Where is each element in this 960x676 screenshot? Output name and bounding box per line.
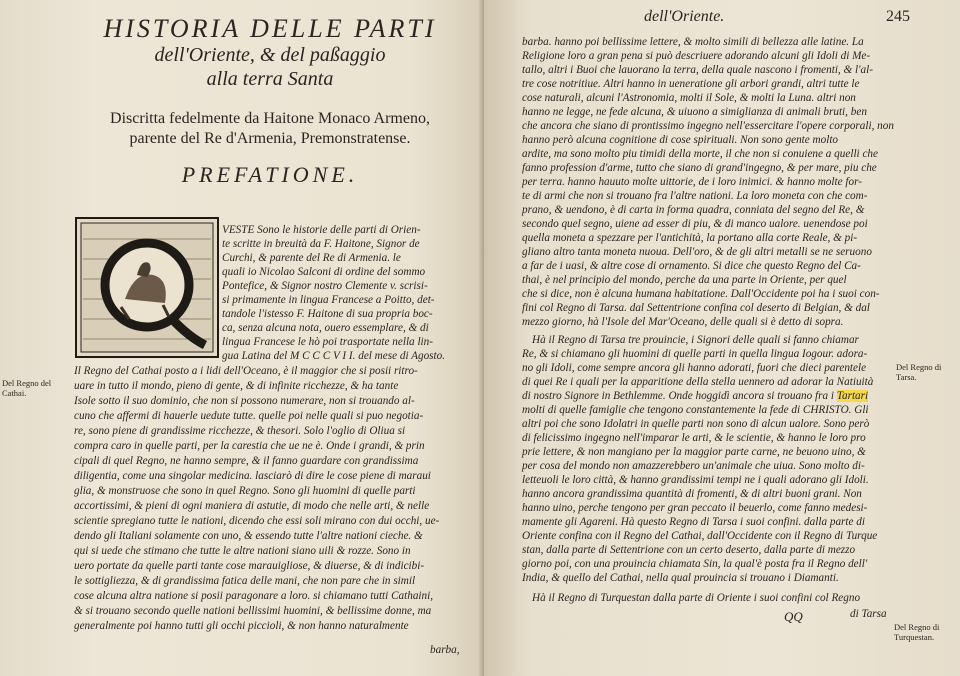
body-line: Oriente confina con il Regno del Cathai, dall'Occidente con il Regno di Turque <box>522 530 878 542</box>
body-line: cose alcuna altra natione si posii paragonare a loro. si chiamano tutti Cathaini, <box>74 590 434 602</box>
body-line: hanno ancora grandissima quantità di fromenti, & di altri buoni grani. Non <box>522 488 862 500</box>
body-line: Re, & si chiamano gli huomini di quelle parti in quella lingua Iogour. adora- <box>522 348 868 360</box>
intro-line: te scritte in breuità da F. Haitone, Signor de <box>222 238 420 250</box>
title-line-1: HISTORIA DELLE PARTI <box>103 14 437 43</box>
body-line: hanno ne legge, ne fede alcuna, & uiuono a simiglianza di animali bruti, ben <box>522 106 867 118</box>
body-line: secondo quel segno, uiene ad esser di piu, & di manco ualore. uenendose poi <box>522 218 868 230</box>
body-line: hanno uino, perche tengono per gran peccato il beuerlo, come fanno medesi- <box>522 502 868 514</box>
running-head: dell'Oriente. <box>644 8 725 25</box>
body-line: no gli Idoli, come sempre ancora gli hanno adorati, fuori che dieci parentele <box>522 362 867 374</box>
body-line: le sottigliezza, & di grandissima fatica delle mani, che non pare che in simil <box>74 575 416 587</box>
body-line: che si dice, non è alcuna humana habitatione. Dall'Occidente poi ha i suoi con- <box>522 288 880 300</box>
body-line: Hà il Regno di Turquestan dalla parte di Oriente i suoi confini col Regno <box>532 592 861 604</box>
body-line-text: di nostro Signore in Bethlemme. Onde hoggidì ancora si trouano fra i <box>522 390 837 402</box>
body-line: barba, <box>430 644 460 656</box>
intro-line: lingua Francese le hò poi trasportate nella lin- <box>222 336 433 348</box>
body-line: & si trouano secondo quelle nationi bellissimi huomini, & bellissime donne, ma <box>74 605 432 617</box>
body-line: qui si uede che stimano che tutte le altre nationi siano uili & rozze. Sono in <box>74 545 411 557</box>
body-line: glia, & monstruose che sono in quel Regno. Sono gli huomini di quelle parti <box>74 485 416 497</box>
body-line: letteuoli le loro città, & hanno grandissimi tempi ne i quali adorano gli Idoli. <box>522 474 869 486</box>
intro-line: Pontefice, & Signor nostro Clemente v. scrisi- <box>222 280 428 292</box>
body-line: mamente gli Agareni. Hà questo Regno di Tarsa i suoi confini. dalla parte di <box>522 516 865 528</box>
body-line: India, & quello del Cathai, nella qual prouincia si trouano i Diamanti. <box>522 572 839 584</box>
intro-line: gua Latina del M C C C V I I. del mese di Agosto. <box>222 350 446 362</box>
intro-line: tandole l'istesso F. Haitone di sua propria boc- <box>222 308 433 320</box>
subtitle-line-2: parente del Re d'Armenia, Premonstratense. <box>129 130 411 147</box>
body-line: Religione loro a gran pena si può descriuere adorando alcuni gli Idoli di Me- <box>522 50 871 62</box>
body-line: Hà il Regno di Tarsa tre prouincie, i Signori delle quali si fanno chiamar <box>532 334 859 346</box>
margin-note-cathai: Del Regno del Cathai. <box>2 378 52 398</box>
body-line: che ancora che siano di prontissimo ingegno nell'essercitare l'opere corporali, non <box>522 120 894 132</box>
body-line: a far de i uasi, & altre cose di ornamento. Si dice che questo Regno del Ca- <box>522 260 861 272</box>
catchword: QQ <box>784 609 803 624</box>
intro-line: si primamente in lingua Francese a Poitto, det- <box>222 294 435 306</box>
body-line: generalmente poi hanno tutti gli occhi piccioli, & non hanno naturalmente <box>74 620 409 632</box>
title-line-3: alla terra Santa <box>206 68 334 90</box>
highlighted-word: Tartari <box>836 390 869 402</box>
body-line: barba. hanno poi bellissime lettere, & molto simili di bellezza alle latine. La <box>522 36 864 48</box>
body-line: fini col Regno di Tarsa. dal Settentrione confina col deserto di Belgian, & dal <box>522 302 870 314</box>
body-line: prano, & uendono, è di carta in forma quadra, conniata del segno del Re, & <box>522 204 865 216</box>
body-line: prie lettere, & non mangiano per la maggior parte carne, ne beuono uino, & <box>522 446 866 458</box>
body-line: giorno poi, con una prouincia chiamata Sin, la qual'è posta fra il Regno dell' <box>522 558 868 570</box>
body-line: cuno che affermi di hauerle uedute tutte. quelle poi nelle quali si puo negotia- <box>74 410 424 422</box>
body-line: stan, dalla parte di Settentrione con un certo deserto, dalla parte di mezzo <box>522 544 856 556</box>
body-line: thai, è nel principio del mondo, perche da una parte in Oriente, per quel <box>522 274 847 286</box>
intro-line: quali io Nicolao Salconi di ordine del sommo <box>222 266 426 278</box>
body-line: per terra. hanno hauuto molte uittorie, de i loro inimici. & hanno molte for- <box>522 176 862 188</box>
body-line: cose naturali, alcuni l'Astronomia, molti il Sole, & molti la Luna. altri non <box>522 92 856 104</box>
title-line-2: dell'Oriente, & del paßaggio <box>154 44 386 66</box>
body-line-with-highlight <box>522 390 868 403</box>
margin-note-turquestan: Del Regno di Turquestan. <box>894 622 940 642</box>
body-line: di quei Re i quali per la apparitione della stella uennero ad adorar la Natiuità <box>522 376 874 388</box>
body-line: Isole sotto il suo dominio, che non si possono numerare, non si trouando al- <box>74 395 415 407</box>
page-number: 245 <box>886 8 910 25</box>
body-line: scientie spregiano tutte le nationi, dicendo che essi soli mirano con dui occhi, ue- <box>74 515 440 527</box>
decorated-initial <box>75 217 219 358</box>
body-line: fanno profession d'arme, tutto che siano di grand'ingegno, & per mare, piu che <box>522 162 877 174</box>
body-line: di felicissimo ingegno nell'imparar le arti, & le scientie, & hanno le loro pro <box>522 432 866 444</box>
body-line: tre cose notritiue. Altri hanno in ueneratione gli arbori grandi, altri tutte le <box>522 78 860 90</box>
intro-line: ca, senza alcuna nota, ouero essemplare, & di <box>222 322 429 334</box>
intro-line: Curchi, & parente del Re di Armenia. le <box>222 252 401 264</box>
body-line: tallo, altri i Buoi che lauorano la terra, della quale nascono i fromenti, & l'al- <box>522 64 873 76</box>
margin-note-tarsa: Del Regno di Tarsa. <box>896 362 942 382</box>
body-line: accortissimi, & pieni di ogni maniera di astutie, di modo che nelle arti, & nelle <box>74 500 430 512</box>
body-line: dendo gli Italiani solamente con uno, & essendo tutte l'altre nationi cieche. & <box>74 530 423 542</box>
woodcut-illustration-icon <box>77 219 217 356</box>
body-line: per cosa del mondo non amazzerebbero un'animale che uiua. Sono molto di- <box>522 460 865 472</box>
body-line: re, sono piene di grandissime ricchezze, & thesori. Solo l'oglio di Oliua si <box>74 425 406 437</box>
body-line: mezzo giorno, hà l'Isole del Mar'Oceano, delle quali si è detto di sopra. <box>522 316 844 328</box>
body-line: uero portate da quelle parti tante cose marauigliose, & diuerse, & di indicibi- <box>74 560 425 572</box>
subtitle-line-1: Discritta fedelmente da Haitone Monaco Armeno, <box>110 110 430 127</box>
right-page <box>484 0 960 676</box>
body-line: hanno però alcuna cognitione di cose spirituali. Non sono gente molto <box>522 134 839 146</box>
body-line: molti di quelle famiglie che tengono constantemente la fede di CHRISTO. Gli <box>522 404 869 416</box>
body-line: di Tarsa <box>850 608 887 620</box>
body-line: ardite, ma sono molto piu timidi della morte, il che non si conuiene a quelli che <box>522 148 878 160</box>
body-line: altri poi che sono Idolatri in quelle parti non sono di alcun ualore. Sono però <box>522 418 870 430</box>
body-line: gliano altro tanta moneta nuoua. Dell'oro, & de gli altri metalli se ne seruono <box>522 246 872 258</box>
body-line: cipali di quel Regno, ne hanno sempre, & il fanno guardare con grandissima <box>74 455 419 467</box>
body-line: quella moneta a spezzare per l'antichità, la portano alla corte Reale, & pi- <box>522 232 858 244</box>
body-line: Il Regno del Cathai posto a i lidi dell'Oceano, è il maggior che si posii ritro- <box>74 365 418 377</box>
intro-line: VESTE Sono le historie delle parti di Orien- <box>222 224 421 236</box>
body-line: compra caro in quelle parti, per la carestia che ue ne è. Onde i grandi, & prin <box>74 440 425 452</box>
body-line: te di armi che non si trouano fra l'altre nationi. La loro moneta con che com- <box>522 190 868 202</box>
body-line: diligentia, come una singolar medicina. lasciarò di dire le cose piene di maraui <box>74 470 431 482</box>
section-heading: PREFATIONE. <box>181 162 359 187</box>
body-line: uare in tutto il mondo, pieno di gente, & di infinite ricchezze, & ha tante <box>74 380 399 392</box>
